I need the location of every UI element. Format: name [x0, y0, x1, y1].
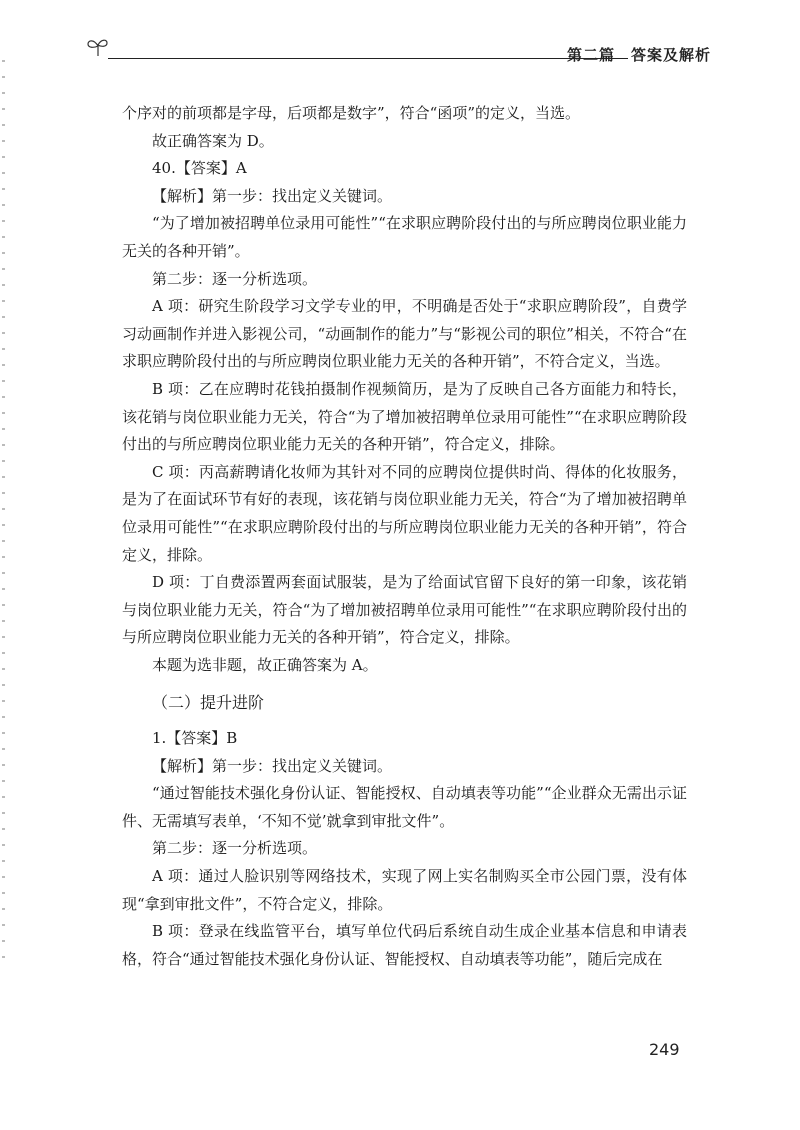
paragraph: “通过智能技术强化身份认证、智能授权、自动填表等功能”“企业群众无需出示证件、无需填写表单，‘不知不觉’就拿到审批文件”。: [122, 784, 687, 830]
paragraph: 第二步：逐一分析选项。: [152, 269, 318, 288]
paragraph: A 项：研究生阶段学习文学专业的甲，不明确是否处于“求职应聘阶段”，自费学习动画制作并进入影视公司，“动画制作的能力”与“影视公司的职位”相关，不符合“在求职应聘阶段付出的与所应聘岗位职业能力无关的各种开销”，不符合定义，当选。: [122, 297, 687, 371]
margin-marks: [2, 60, 5, 960]
paragraph: 本题为选非题，故正确答案为 A。: [152, 655, 378, 674]
paragraph: 1.【答案】B: [152, 729, 238, 748]
page-number: 249: [649, 1040, 680, 1059]
paragraph: 故正确答案为 D。: [152, 131, 274, 150]
paragraph: B 项：乙在应聘时花钱拍摄制作视频简历，是为了反映自己各方面能力和特长，该花销与岗位职业能力无关，符合“为了增加被招聘单位录用可能性”“在求职应聘阶段付出的与所应聘岗位职业能力无关的各种开销”，符合定义，排除。: [122, 379, 687, 454]
paragraph: 【解析】第一步：找出定义关键词。: [152, 186, 393, 205]
paragraph: A 项：通过人脸识别等网络技术，实现了网上实名制购买全市公园门票，没有体现“拿到审批文件”，不符合定义，排除。: [122, 867, 687, 913]
sprout-icon: [86, 36, 110, 58]
paragraph: D 项：丁自费添置两套面试服装，是为了给面试官留下良好的第一印象，该花销与岗位职业能力无关，符合“为了增加被招聘单位录用可能性”“在求职应聘阶段付出的与所应聘岗位职业能力无关的各种开销”，符合定义，排除。: [122, 573, 687, 647]
paragraph: B 项：登录在线监管平台，填写单位代码后系统自动生成企业基本信息和申请表格，符合“通过智能技术强化身份认证、智能授权、自动填表等功能”，随后完成在: [122, 922, 687, 968]
paragraph: 40.【答案】A: [152, 159, 247, 178]
section-heading: （二）提升进阶: [152, 693, 265, 713]
section-title: 第二篇 答案及解析: [566, 46, 711, 64]
paragraph: “为了增加被招聘单位录用可能性”“在求职应聘阶段付出的与所应聘岗位职业能力无关的各种开销”。: [122, 214, 687, 260]
paragraph: 个序对的前项都是字母，后项都是数字”，符合“函项”的定义，当选。: [122, 104, 581, 122]
page-body: [122, 100, 687, 973]
paragraph: 【解析】第一步：找出定义关键词。: [152, 756, 393, 775]
page-header: [86, 36, 711, 66]
header-rule: [108, 58, 628, 59]
paragraph: C 项：丙高薪聘请化妆师为其针对不同的应聘岗位提供时尚、得体的化妆服务，是为了在面试环节有好的表现，该花销与岗位职业能力无关，符合“为了增加被招聘单位录用可能性”“在求职应聘阶段付出的与所应聘岗位职业能力无关的各种开销”，符合定义，排除。: [122, 462, 687, 564]
paragraph: 第二步：逐一分析选项。: [152, 839, 318, 858]
